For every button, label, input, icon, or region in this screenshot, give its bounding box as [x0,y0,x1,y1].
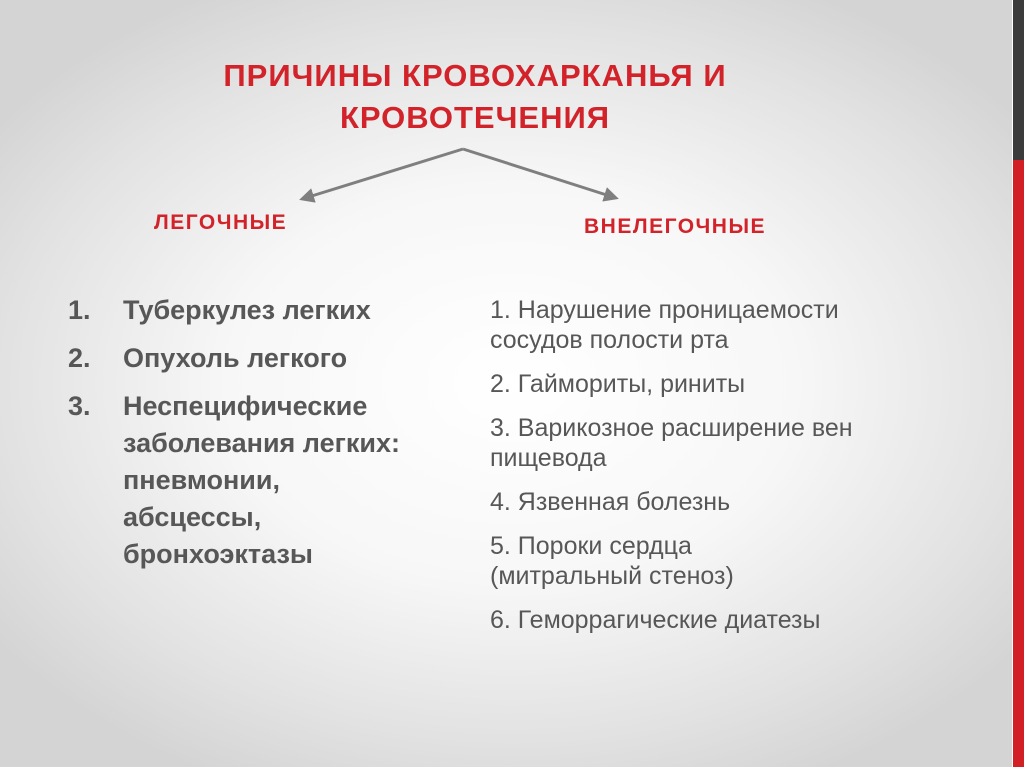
category-extrapulmonary: ВНЕЛЕГОЧНЫЕ [584,215,767,238]
list-item [490,531,990,591]
category-pulmonary: ЛЕГОЧНЫЕ [154,211,288,234]
list-text: Неспецифические заболевания легких: пневмонии, абсцессы, бронхоэктазы [123,391,400,569]
list-text: Опухоль легкого [123,343,348,373]
list-text: 4. Язвенная болезнь [490,488,731,516]
list-item [490,605,990,635]
list-item [68,292,468,329]
list-text: 6. Геморрагические диатезы [490,606,821,634]
list-text: 5. Пороки сердца (митральный стеноз) [490,532,734,590]
arrow-left [302,149,463,199]
title-line-1: ПРИЧИНЫ КРОВОХАРКАНЬЯ И [223,58,727,93]
list-text: 1. Нарушение проницаемости сосудов полости рта [490,296,839,354]
list-item [490,413,990,473]
extrapulmonary-causes-list [490,295,990,649]
list-number: 2. [68,343,91,373]
list-text: 3. Варикозное расширение вен пищевода [490,414,853,472]
title-line-2: КРОВОТЕЧЕНИЯ [339,100,611,135]
list-item [68,388,468,573]
arrow-right [463,149,616,198]
pulmonary-causes-list [68,292,468,584]
list-number: 1. [68,295,91,325]
list-item [490,369,990,399]
list-number: 3. [68,391,91,421]
list-text: 2. Гаймориты, риниты [490,370,746,398]
list-text: Туберкулез легких [123,295,371,325]
list-item [490,487,990,517]
list-item [490,295,990,355]
list-item [68,340,468,377]
